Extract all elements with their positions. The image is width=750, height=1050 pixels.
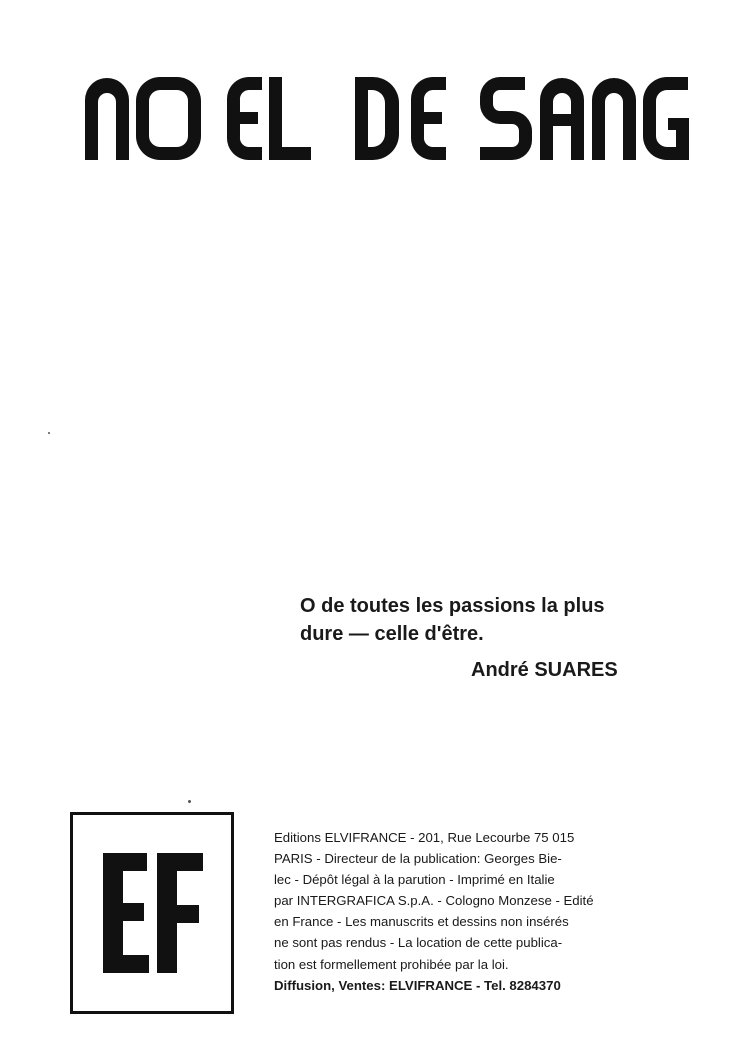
imprint-line: PARIS - Directeur de la publication: Georges Bie- (274, 851, 562, 867)
epigraph-quote (300, 592, 720, 648)
book-title (0, 60, 750, 170)
title-lettering (0, 60, 750, 170)
diffusion-line: Diffusion, Ventes: ELVIFRANCE - Tel. 8284370 (274, 977, 561, 993)
imprint-line: lec - Dépôt légal à la parution - Imprimé en Italie (274, 872, 555, 888)
paper-speck (188, 800, 191, 803)
quote-line: dure — celle d'être. (300, 623, 484, 645)
imprint-line: Editions ELVIFRANCE - 201, Rue Lecourbe 75 015 (274, 830, 575, 845)
ef-logo-mark (73, 815, 231, 1011)
quote-line: O de toutes les passions la plus (300, 595, 605, 617)
imprint-line: en France - Les manuscrits et dessins non insérés (274, 914, 569, 930)
imprint-block (274, 827, 714, 996)
imprint-line: ne sont pas rendus - La location de cette publica- (274, 935, 563, 951)
publisher-logo (70, 812, 234, 1014)
imprint-line: par INTERGRAFICA S.p.A. - Cologno Monzese - Edité (274, 893, 594, 909)
quote-author: André SUARES (471, 659, 618, 681)
paper-speck (48, 432, 50, 434)
imprint-line: tion est formellement prohibée par la loi. (274, 956, 509, 972)
